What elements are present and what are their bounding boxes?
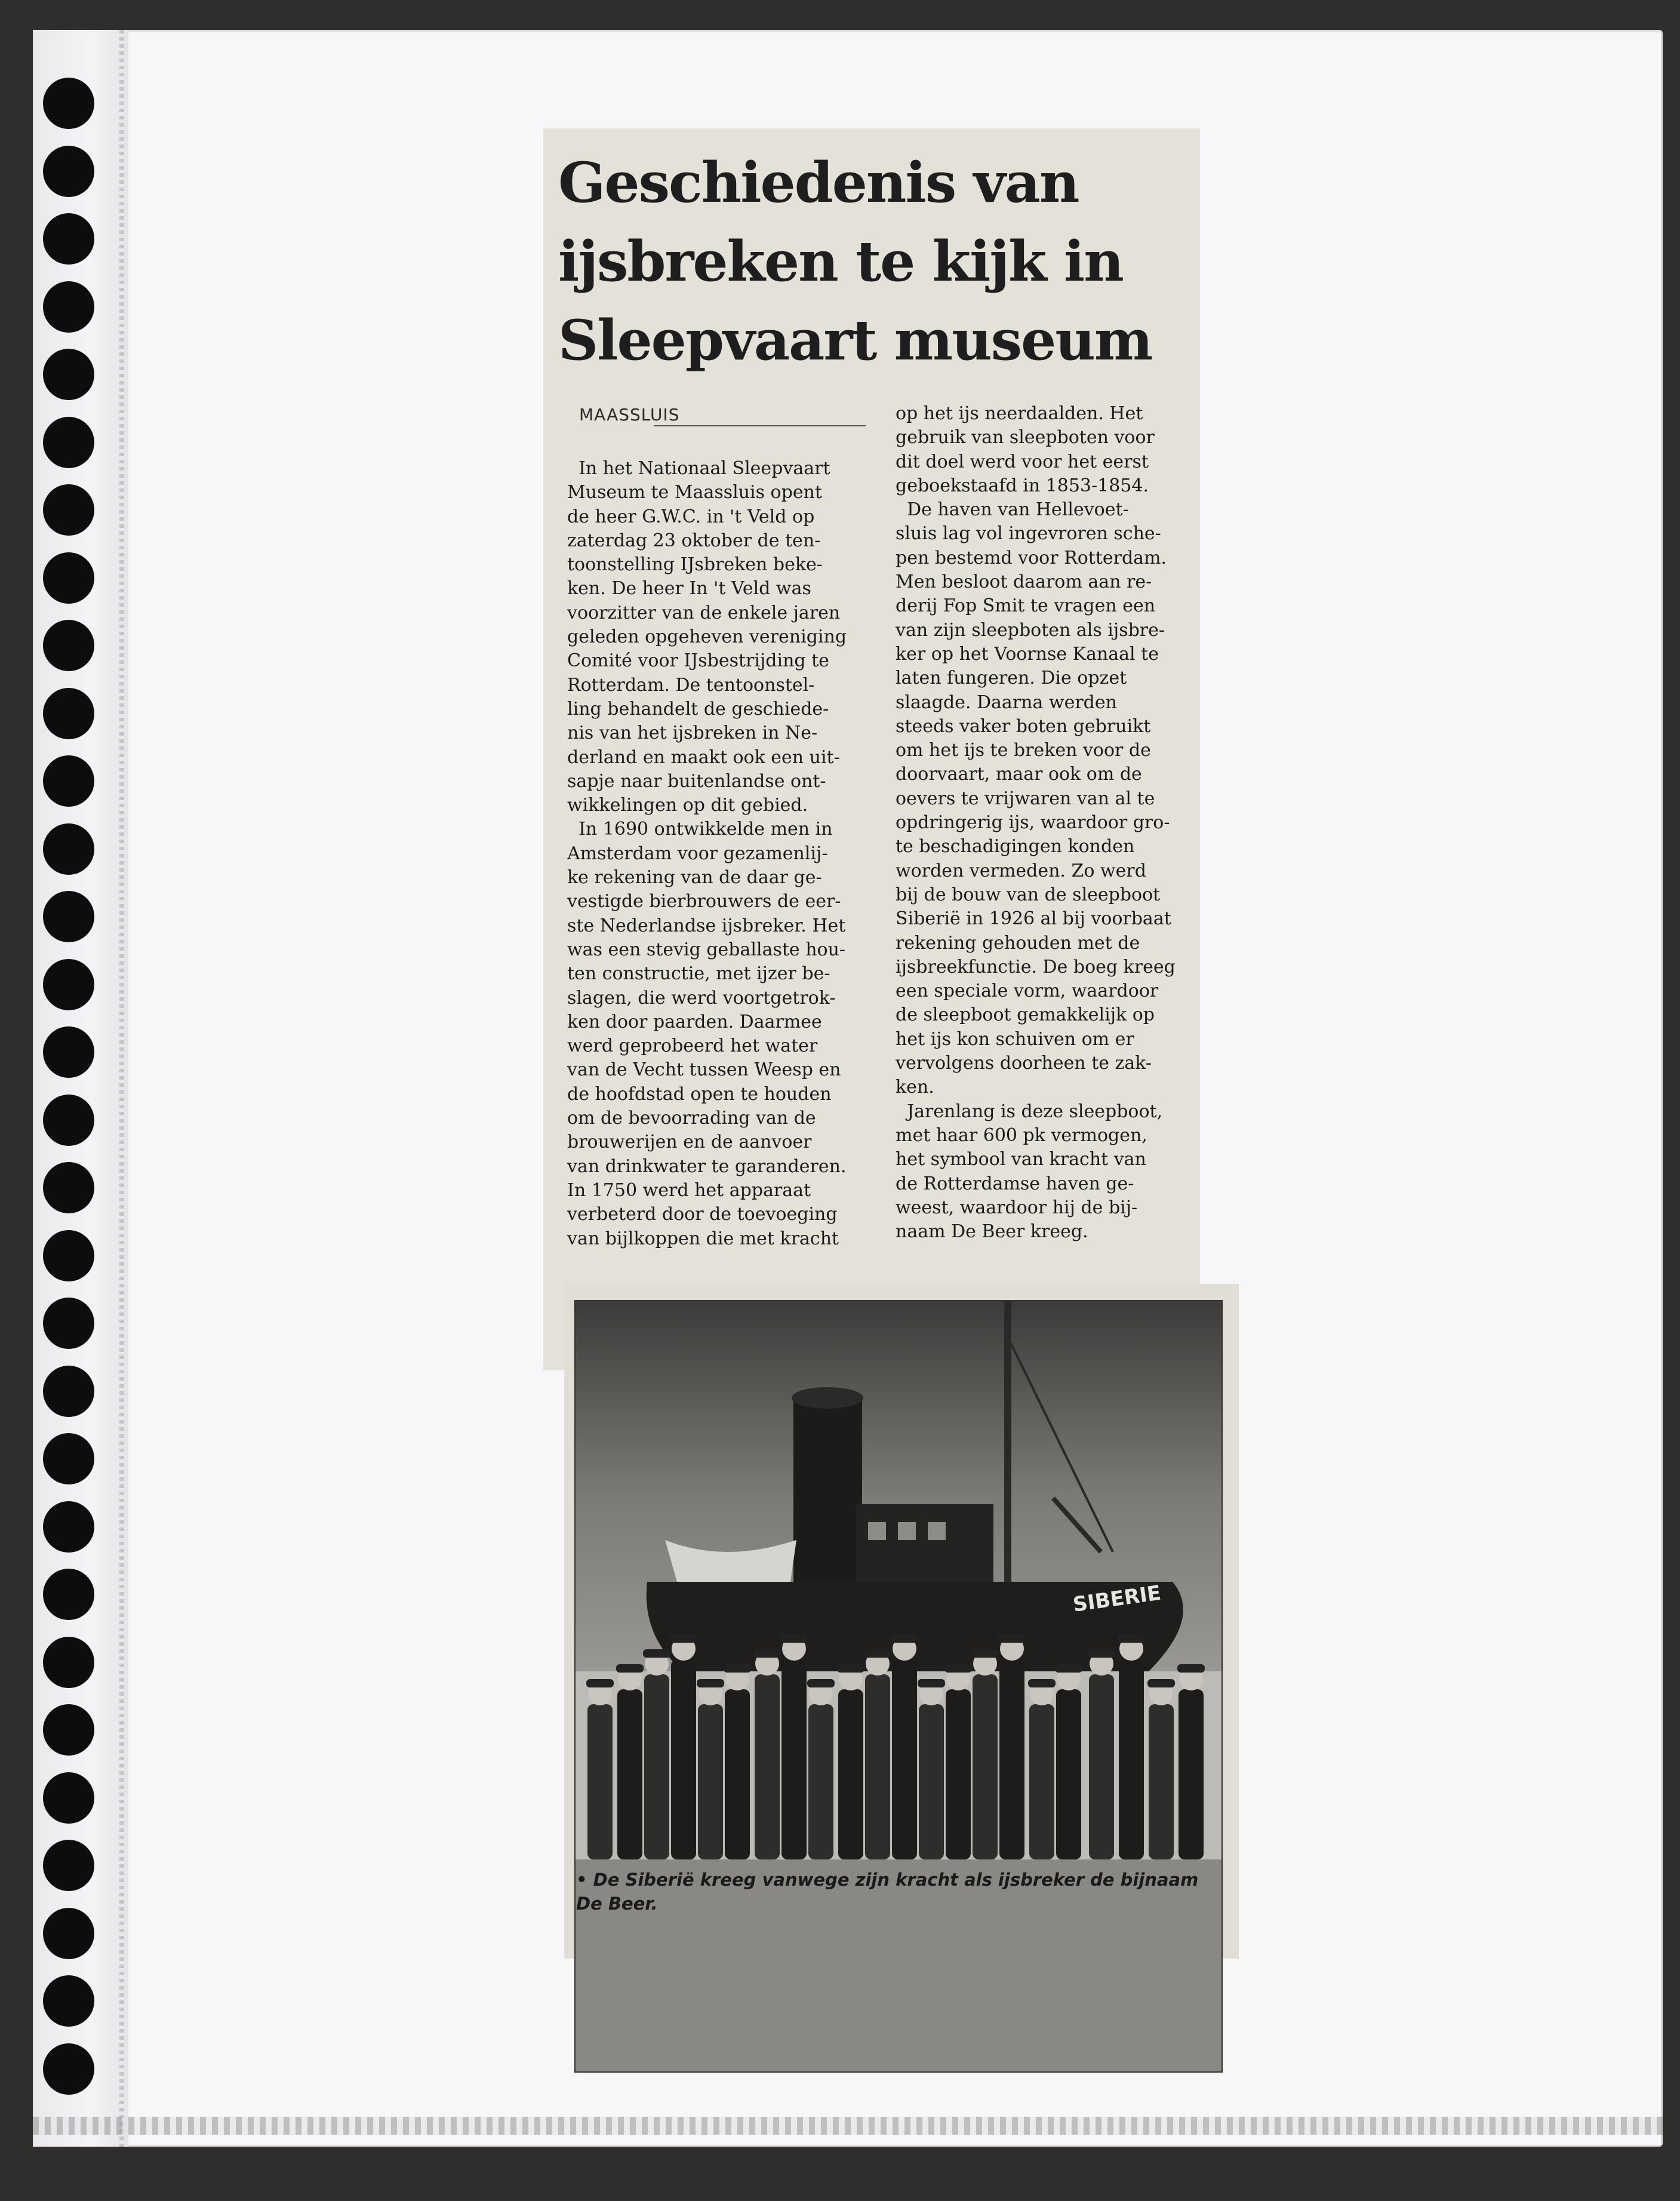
window-icon: [928, 1522, 946, 1540]
article-line: de hoofdstad open te houden: [567, 1083, 832, 1105]
article-line: worden vermeden. Zo werd: [896, 860, 1146, 881]
headline: [558, 143, 1203, 380]
headline-line: ijsbreken te kijk in: [558, 229, 1123, 294]
punch-hole-icon: [43, 755, 94, 807]
article-line: van drinkwater te garanderen.: [567, 1155, 847, 1177]
headline-line: Geschiedenis van: [558, 150, 1079, 215]
article-line: de heer G.W.C. in 't Veld op: [567, 506, 815, 527]
person-figure: [838, 1689, 863, 1859]
punch-hole-icon: [43, 146, 94, 197]
person-figure: [671, 1659, 696, 1859]
photo-caption: • De Siberië kreeg vanwege zijn kracht als ijsbreker de bijnaam De Beer.: [576, 1870, 1199, 1914]
article-line: laten fungeren. Die opzet: [896, 668, 1127, 689]
punch-hole-icon: [43, 349, 94, 400]
punch-hole-icon: [43, 1298, 94, 1349]
article-line: ker op het Voornse Kanaal te: [896, 643, 1159, 665]
article-line: Comité voor IJsbestrijding te: [567, 650, 829, 672]
article-line: toonstelling IJsbreken beke-: [567, 554, 823, 576]
article-line: geboekstaafd in 1853-1854.: [896, 475, 1149, 496]
punch-hole-icon: [43, 1772, 94, 1824]
person-figure: [1119, 1659, 1144, 1859]
cap-icon: [1055, 1664, 1082, 1673]
article-line: sapje naar buitenlandse ont-: [567, 770, 826, 792]
article-line: Rotterdam. De tentoonstel-: [567, 674, 815, 696]
punch-hole-icon: [43, 417, 94, 468]
person-figure: [919, 1704, 944, 1859]
punch-hole-icon: [43, 1840, 94, 1891]
punch-hole-icon: [43, 823, 94, 875]
cap-icon: [1147, 1679, 1175, 1687]
cap-icon: [724, 1664, 751, 1673]
article-line: om de bevoorrading van de: [567, 1108, 816, 1129]
person-figure: [781, 1659, 807, 1859]
punch-hole-icon: [43, 1162, 94, 1213]
article-line: derij Fop Smit te vragen een: [896, 595, 1156, 617]
article-line: Men besloot daarom aan re-: [896, 571, 1152, 593]
punch-hole-icon: [43, 959, 94, 1010]
article-line: In 1750 werd het apparaat: [567, 1179, 811, 1201]
article-line: ling behandelt de geschiede-: [567, 698, 829, 720]
article-line: van bijlkoppen die met kracht: [567, 1228, 839, 1249]
cap-icon: [998, 1634, 1026, 1643]
article-line: steeds vaker boten gebruikt: [896, 715, 1151, 737]
article-line: met haar 600 pk vermogen,: [896, 1124, 1147, 1146]
person-figure: [755, 1674, 780, 1859]
cap-icon: [807, 1679, 835, 1687]
article-line: van zijn sleepboten als ijsbre-: [896, 619, 1165, 641]
person-figure: [973, 1674, 998, 1859]
punch-hole-icon: [43, 1637, 94, 1688]
article-line: voorzitter van de enkele jaren: [567, 602, 841, 623]
punch-hole-icon: [43, 1975, 94, 2027]
person-figure: [644, 1674, 669, 1859]
person-figure: [1056, 1689, 1081, 1859]
person-figure: [1179, 1689, 1204, 1859]
article-line: Museum te Maassluis opent: [567, 482, 822, 503]
person-figure: [698, 1704, 723, 1859]
article-line: Amsterdam voor gezamenlij-: [567, 843, 828, 864]
article-line: sluis lag vol ingevroren sche-: [896, 523, 1161, 545]
cap-icon: [780, 1634, 808, 1643]
punch-hole-icon: [43, 1095, 94, 1146]
person-figure: [1029, 1704, 1054, 1859]
article-line: ken.: [896, 1077, 934, 1098]
article-line: de Rotterdamse haven ge-: [896, 1173, 1134, 1194]
wheelhouse: [856, 1504, 993, 1582]
dateline-rule: [654, 425, 866, 426]
cap-icon: [670, 1634, 697, 1643]
punch-hole-icon: [43, 1908, 94, 1959]
article-line: In het Nationaal Sleepvaart: [567, 458, 830, 479]
article-line: doorvaart, maar ook om de: [896, 764, 1142, 785]
punch-hole-icon: [43, 1501, 94, 1553]
article-line: ken. De heer In 't Veld was: [567, 578, 811, 600]
person-figure: [587, 1704, 613, 1859]
punch-hole-icon: [43, 213, 94, 265]
article-line: verbeterd door de toevoeging: [567, 1204, 838, 1225]
person-figure: [892, 1659, 917, 1859]
article-line: vestigde bierbrouwers de eer-: [567, 891, 841, 912]
person-figure: [808, 1704, 833, 1859]
article-line: zaterdag 23 oktober de ten-: [567, 530, 821, 551]
person-figure: [1149, 1704, 1174, 1859]
ship-mast: [1004, 1301, 1011, 1600]
ship-name-label: SIBERIE: [1071, 1581, 1163, 1617]
photo-tugboat-siberie: [574, 1300, 1223, 2073]
person-figure: [999, 1659, 1024, 1859]
dateline: MAASSLUIS: [579, 405, 680, 425]
punch-hole-icon: [43, 484, 94, 536]
article-line: ke rekening van de daar ge-: [567, 867, 822, 889]
punch-hole-icon: [43, 1704, 94, 1756]
article-line: Jarenlang is deze sleepboot,: [896, 1100, 1163, 1122]
article-column-left: [567, 457, 847, 1251]
window-icon: [898, 1522, 916, 1540]
person-figure: [865, 1674, 890, 1859]
article-line: een speciale vorm, waardoor: [896, 980, 1159, 1002]
punch-hole-icon: [43, 620, 94, 671]
article-line: slagen, die werd voortgetrok-: [567, 987, 836, 1009]
article-line: ste Nederlandse ijsbreker. Het: [567, 915, 846, 936]
cap-icon: [944, 1664, 972, 1673]
article-line: pen bestemd voor Rotterdam.: [896, 547, 1167, 568]
person-figure: [617, 1689, 642, 1859]
article-line: op het ijs neerdaalden. Het: [896, 403, 1143, 424]
cap-icon: [971, 1649, 999, 1658]
article-line: De haven van Hellevoet-: [896, 499, 1129, 521]
article-line: derland en maakt ook een uit-: [567, 746, 840, 768]
article-line: brouwerijen en de aanvoer: [567, 1132, 812, 1153]
article-line: te beschadigingen konden: [896, 836, 1135, 857]
article-line: opdringerig ijs, waardoor gro-: [896, 812, 1170, 834]
punch-hole-icon: [43, 2043, 94, 2095]
funnel-top: [792, 1387, 863, 1409]
article-line: vervolgens doorheen te zak-: [896, 1053, 1152, 1074]
cap-icon: [1028, 1679, 1056, 1687]
cap-icon: [837, 1664, 864, 1673]
punch-hole-icon: [43, 281, 94, 333]
binder-strip: [33, 30, 128, 2147]
cap-icon: [864, 1649, 891, 1658]
article-line: weest, waardoor hij de bij-: [896, 1197, 1138, 1218]
cap-icon: [616, 1664, 644, 1673]
article-line: wikkelingen op dit gebied.: [567, 795, 808, 816]
article-line: nis van het ijsbreken in Ne-: [567, 723, 818, 744]
cap-icon: [586, 1679, 614, 1687]
article-line: Siberië in 1926 al bij voorbaat: [896, 908, 1171, 930]
binder-edge: [119, 30, 124, 2147]
punch-hole-icon: [43, 1433, 94, 1484]
article-line: naam De Beer kreeg.: [896, 1221, 1088, 1243]
cap-icon: [918, 1679, 945, 1687]
article-line: dit doel werd voor het eerst: [896, 451, 1149, 472]
window-icon: [868, 1522, 886, 1540]
article-line: slaagde. Daarna werden: [896, 691, 1117, 713]
article-line: om het ijs te breken voor de: [896, 740, 1151, 761]
article-line: gebruik van sleepboten voor: [896, 427, 1155, 448]
cap-icon: [1177, 1664, 1205, 1673]
article-line: rekening gehouden met de: [896, 932, 1140, 954]
headline-line: Sleepvaart museum: [558, 308, 1152, 373]
punch-hole-icon: [43, 1026, 94, 1078]
article-line: het symbool van kracht van: [896, 1149, 1146, 1170]
cap-icon: [697, 1679, 724, 1687]
article-line: geleden opgeheven vereniging: [567, 626, 847, 648]
punch-hole-icon: [43, 688, 94, 739]
article-line: In 1690 ontwikkelde men in: [567, 819, 833, 840]
punch-hole-icon: [43, 1230, 94, 1281]
person-figure: [1089, 1674, 1114, 1859]
article-line: was een stevig geballaste hou-: [567, 939, 846, 960]
sleeve-bottom-edge: [33, 2117, 1663, 2135]
cap-icon: [1088, 1649, 1115, 1658]
punch-hole-icon: [43, 78, 94, 129]
cap-icon: [643, 1649, 670, 1658]
person-figure: [946, 1689, 971, 1859]
cap-icon: [753, 1649, 781, 1658]
cap-icon: [891, 1634, 918, 1643]
article-line: het ijs kon schuiven om er: [896, 1028, 1134, 1050]
article-column-right: [896, 402, 1176, 1244]
punch-hole-icon: [43, 891, 94, 942]
article-line: van de Vecht tussen Weesp en: [567, 1059, 841, 1081]
article-line: oevers te vrijwaren van al te: [896, 788, 1155, 809]
cap-icon: [1118, 1634, 1145, 1643]
article-line: werd geprobeerd het water: [567, 1035, 818, 1057]
punch-hole-icon: [43, 1569, 94, 1620]
article-line: ijsbreekfunctie. De boeg kreeg: [896, 956, 1176, 977]
crowd: [586, 1634, 1205, 1859]
punch-hole-icon: [43, 1366, 94, 1417]
photo-illustration: [576, 1301, 1221, 1859]
article-line: ken door paarden. Daarmee: [567, 1011, 822, 1032]
punch-hole-icon: [43, 552, 94, 604]
article-line: de sleepboot gemakkelijk op: [896, 1004, 1155, 1026]
person-figure: [725, 1689, 750, 1859]
article-line: bij de bouw van de sleepboot: [896, 884, 1161, 905]
article-line: ten constructie, met ijzer be-: [567, 963, 830, 985]
